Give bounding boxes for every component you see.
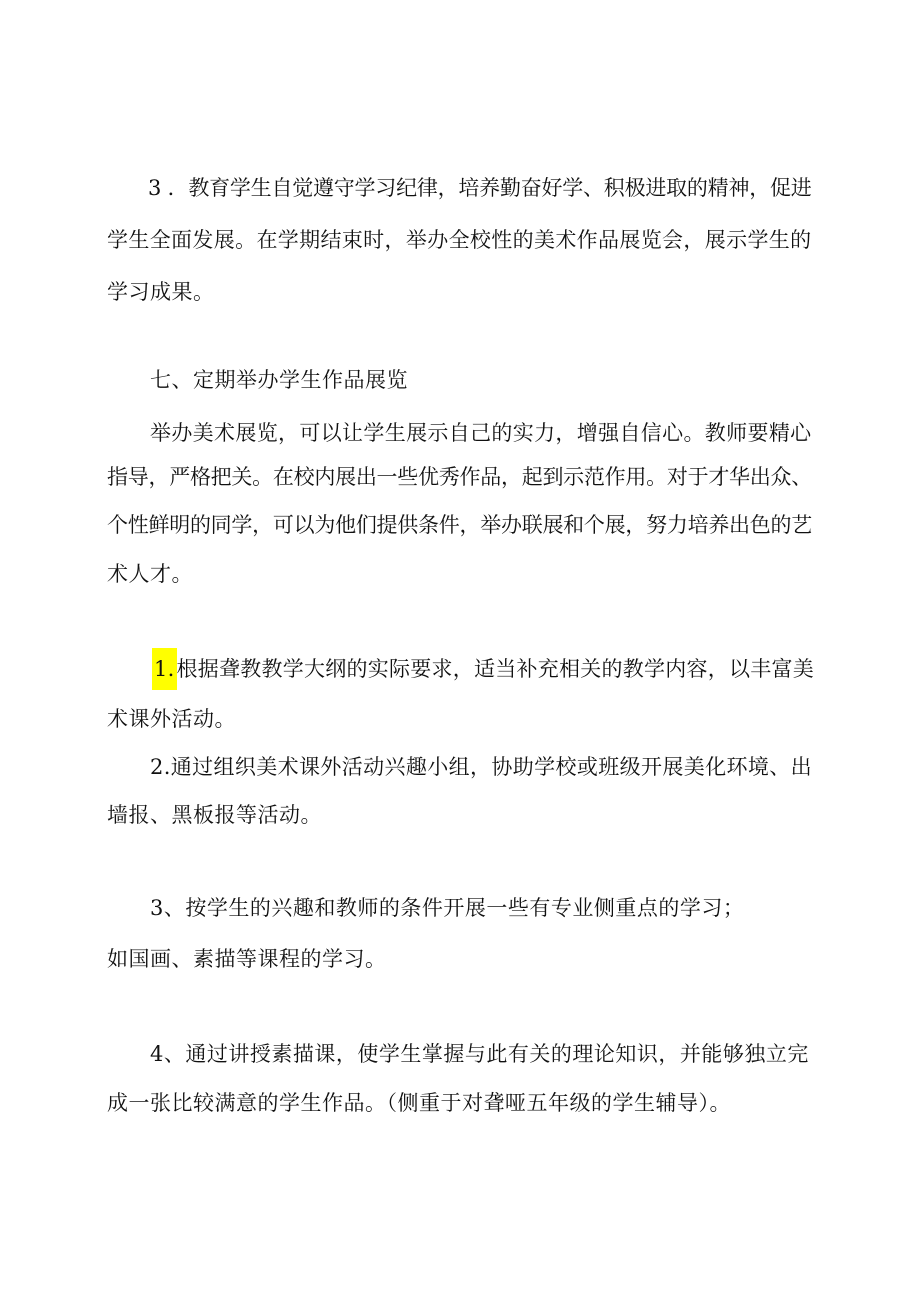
- item-2-line-1: 2.通过组织美术课外活动兴趣小组，协助学校或班级开展美化环境、出: [150, 755, 813, 779]
- section-7-heading: 七、定期举办学生作品展览: [150, 368, 408, 392]
- paragraph-3-line-1: 3 ．教育学生自觉遵守学习纪律，培养勤奋好学、积极进取的精神，促进: [148, 176, 812, 200]
- item-4-line-1: 4、通过讲授素描课，使学生掌握与此有关的理论知识，并能够独立完: [150, 1042, 809, 1066]
- item-3-line-1: 3、按学生的兴趣和教师的条件开展一些有专业侧重点的学习；: [150, 896, 745, 920]
- section-7-line-2: 指导，严格把关。在校内展出一些优秀作品，起到示范作用。对于才华出众、: [107, 465, 812, 489]
- paragraph-3-line-2: 学生全面发展。在学期结束时，举办全校性的美术作品展览会，展示学生的: [107, 228, 812, 252]
- highlighted-number: 1.: [152, 648, 177, 690]
- item-4-line-2: 成一张比较满意的学生作品。（侧重于对聋哑五年级的学生辅导）。: [107, 1091, 731, 1115]
- section-7-line-3: 个性鲜明的同学，可以为他们提供条件，举办联展和个展，努力培养出色的艺: [107, 513, 812, 537]
- item-1-line-2: 术课外活动。: [107, 707, 236, 731]
- item-1-line-1: [154, 654, 814, 684]
- section-7-line-4: 术人才。: [107, 562, 193, 586]
- section-7-line-1: 举办美术展览，可以让学生展示自己的实力，增强自信心。教师要精心: [150, 421, 812, 445]
- item-3-line-2: 如国画、素描等课程的学习。: [107, 947, 387, 971]
- paragraph-3-line-3: 学习成果。: [107, 280, 215, 304]
- item-1-text: 根据聋教教学大纲的实际要求，适当补充相关的教学内容，以丰富美: [176, 657, 815, 681]
- item-2-line-2: 墙报、黑板报等活动。: [107, 803, 322, 827]
